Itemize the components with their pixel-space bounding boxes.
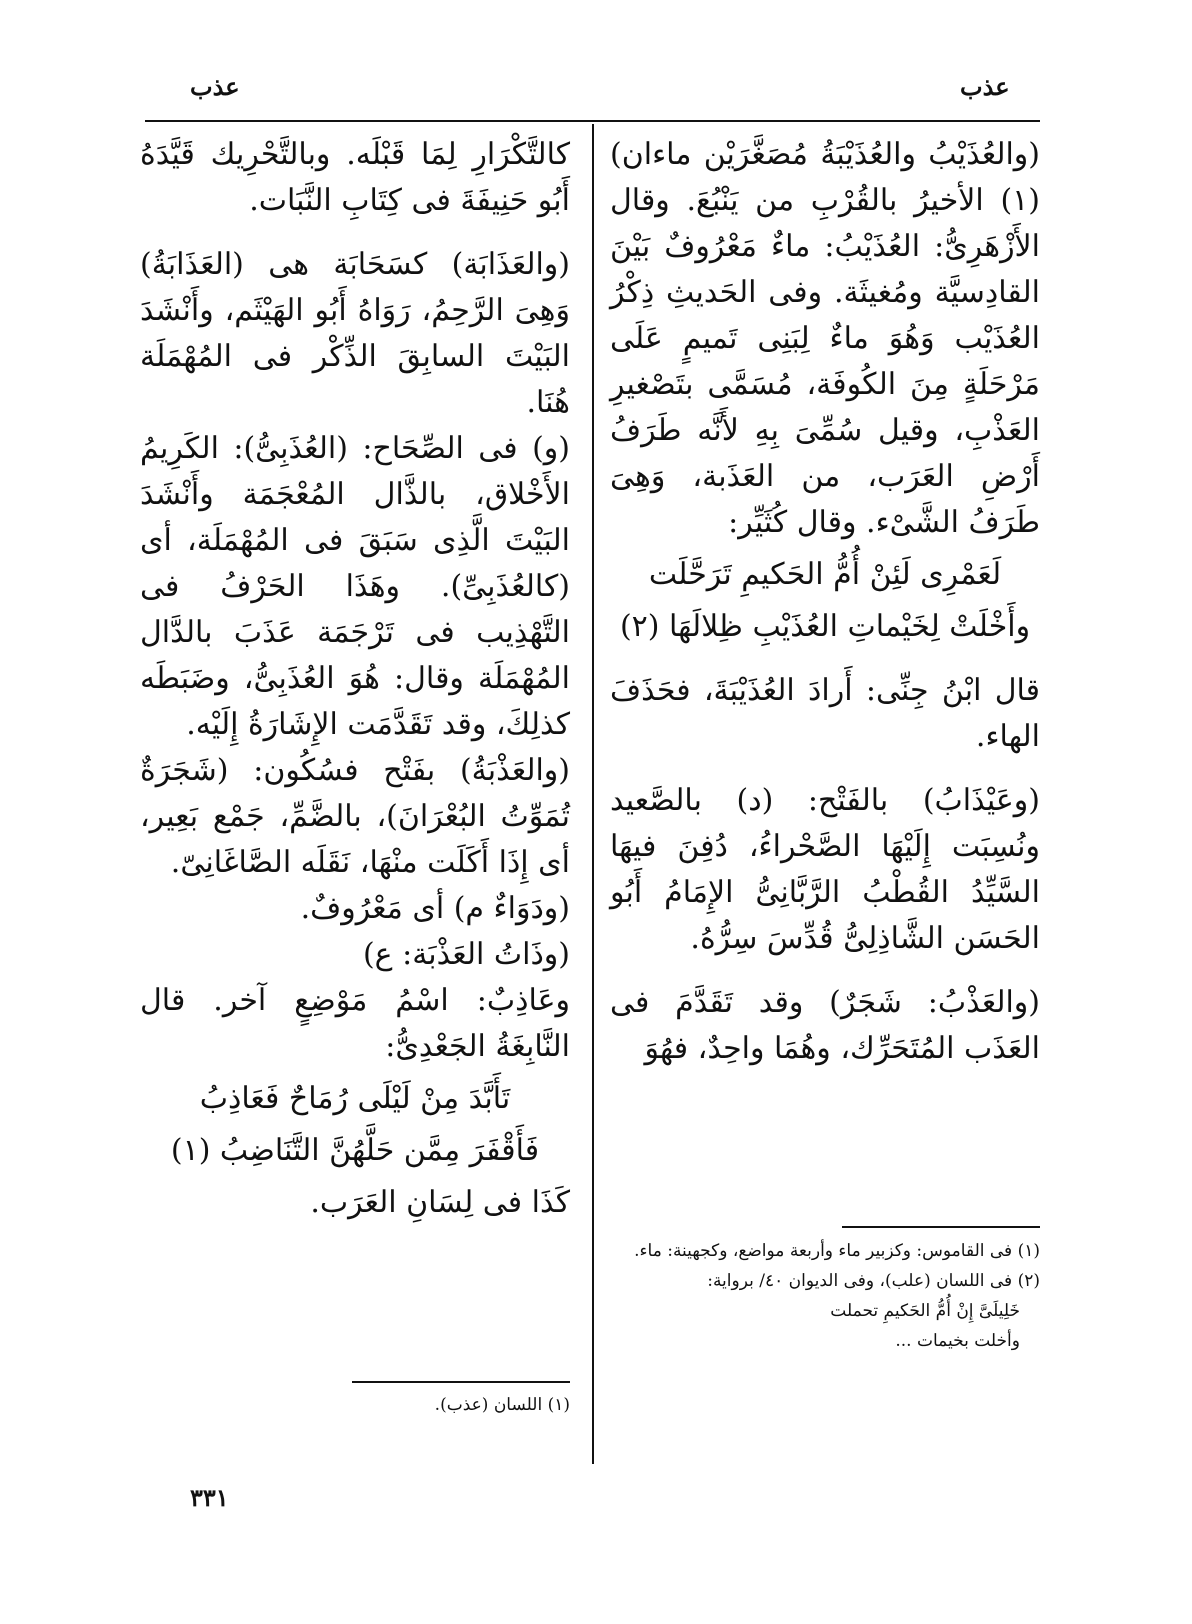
page-number: ٣٣١ bbox=[190, 1483, 229, 1512]
footnotes-left bbox=[350, 1390, 570, 1420]
verse-line: وأَخْلَتْ لِخَيْماتِ العُذَيْبِ ظِلالَهَا (٢) bbox=[619, 609, 1031, 644]
footnote-verse: وأخلت بخيمات ... bbox=[895, 1331, 1020, 1351]
verse-line: تَأَبَّدَ مِنْ لَيْلَى رُمَاحٌ فَعَاذِبُ bbox=[199, 1081, 511, 1116]
entry-paragraph: كالتَّكْرَارِ لِمَا قَبْلَه. وبالتَّحْرِيك قَيَّدَهُ أَبُو حَنِيفَةَ فى كِتَابِ النَّبَات. bbox=[140, 137, 570, 218]
entry-paragraph: كَذَا فى لِسَانِ العَرَب. bbox=[310, 1185, 570, 1220]
entry-paragraph: (والعَذْبُ: شَجَرٌ) وقد تَقَدَّمَ فى العَذَب المُتَحَرِّك، وهُمَا واحِدٌ، فهُوَ bbox=[610, 985, 1040, 1066]
verse-line: فَأَقْفَرَ مِمَّن حَلَّهُنَّ التَّنَاضِبُ (١) bbox=[170, 1133, 540, 1168]
running-head-left: عذب bbox=[190, 72, 240, 101]
right-column bbox=[610, 132, 1040, 1072]
entry-paragraph: (وعَيْذَابُ) بالفَتْح: (د) بالصَّعيد ونُسِبَت إِلَيْهَا الصَّحْراءُ، دُفِنَ فيهَا السَّيِّدُ القُطْبُ الرَّبَّانِىُّ الإِمَامُ أَبُو الحَسَن الشَّاذِلِىُّ قُدِّسَ سِرُّهُ. bbox=[610, 783, 1040, 956]
running-head-right: عذب bbox=[960, 72, 1010, 101]
verse-line: لَعَمْرِى لَئِنْ أُمُّ الحَكيمِ تَرَحَّلَت bbox=[648, 557, 1002, 592]
entry-paragraph: (والعَذْبَةُ) بفَتْح فسُكُون: (شَجَرَةٌ تُمَوِّتُ البُعْرَانَ)، بالضَّمِّ، جَمْع بَعِير، أى إِذَا أَكَلَت منْهَا، نَقَلَه الصَّاغَانِىّ. bbox=[140, 753, 570, 880]
left-column bbox=[140, 132, 570, 1226]
footnote-rule bbox=[352, 1381, 570, 1383]
footnote-verse: خَلِيلَىَّ إِنْ أُمُّ الحَكيمِ تحملت bbox=[830, 1301, 1020, 1321]
entry-paragraph: قال ابْنُ جِنِّى: أَرادَ العُذَيْبَةَ، فحَذَفَ الهاء. bbox=[610, 673, 1040, 754]
footnote: (١) فى القاموس: وكزبير ماء وأربعة مواضع، وكجهينة: ماء. bbox=[634, 1241, 1040, 1261]
footnote: (٢) فى اللسان (علب)، وفى الديوان ٤٠/ برواية: bbox=[707, 1271, 1040, 1291]
column-divider bbox=[592, 124, 594, 1464]
entry-paragraph: (والعَذَابَة) كسَحَابَة هى (العَذَابَةُ) وَهِىَ الرَّحِمُ، رَوَاهُ أَبُو الهَيْثَم، وأَنْشَدَ البَيْتَ السابِقَ الذِّكْر فى المُهْمَلَة هُنَا. bbox=[140, 247, 570, 420]
footnotes-right bbox=[610, 1236, 1040, 1356]
entry-paragraph: (وذَاتُ العَذْبَة: ع) bbox=[362, 937, 570, 972]
footnote-rule bbox=[842, 1226, 1040, 1228]
footnote: (١) اللسان (عذب). bbox=[434, 1395, 570, 1415]
entry-paragraph: (والعُذَيْبُ والعُذَيْبَةُ مُصَغَّرَيْن ماءان) (١) الأخيرُ بالقُرْبِ من يَنْبُعَ. وقال الأَزْهَرِىُّ: العُذَيْبُ: ماءٌ مَعْرُوفٌ بَيْنَ القادِسيَّة ومُغيثَة. وفى الحَديثِ ذِكْرُ العُذَيْب وَهُوَ ماءٌ لِبَنِى تَميمٍ عَلَى مَرْحَلَةٍ مِنَ الكُوفَة، مُسَمَّى بتَصْغيرِ العَذْبِ، وقيل سُمِّىَ بِهِ لأَنَّه طَرَفُ أَرْضِ العَرَب، من العَذَبة، وَهِىَ طَرَفُ الشَّىْء. وقال كُثَيِّر: bbox=[610, 137, 1040, 540]
entry-paragraph: وعَاذِبٌ: اسْمُ مَوْضِعٍ آخر. قال النَّابِغَةُ الجَعْدِىُّ: bbox=[140, 983, 570, 1064]
entry-paragraph: (ودَوَاءٌ م) أى مَعْرُوفٌ. bbox=[300, 891, 570, 926]
entry-paragraph: (و) فى الصِّحَاح: (العُذَبِىُّ): الكَرِيمُ الأَخْلاق، بالذَّال المُعْجَمَة وأَنْشَدَ البَيْتَ الَّذِى سَبَقَ فى المُهْمَلَة، أى (كالعُذَبِىِّ). وهَذَا الحَرْفُ فى التَّهْذِيب فى تَرْجَمَة عَذَبَ بالدَّال المُهْمَلَة وقال: هُوَ العُذَبِىُّ، وضَبَطَه كذلِكَ، وقد تَقَدَّمَت الإِشَارَةُ إِلَيْه. bbox=[140, 431, 570, 742]
header-rule bbox=[145, 120, 1040, 122]
